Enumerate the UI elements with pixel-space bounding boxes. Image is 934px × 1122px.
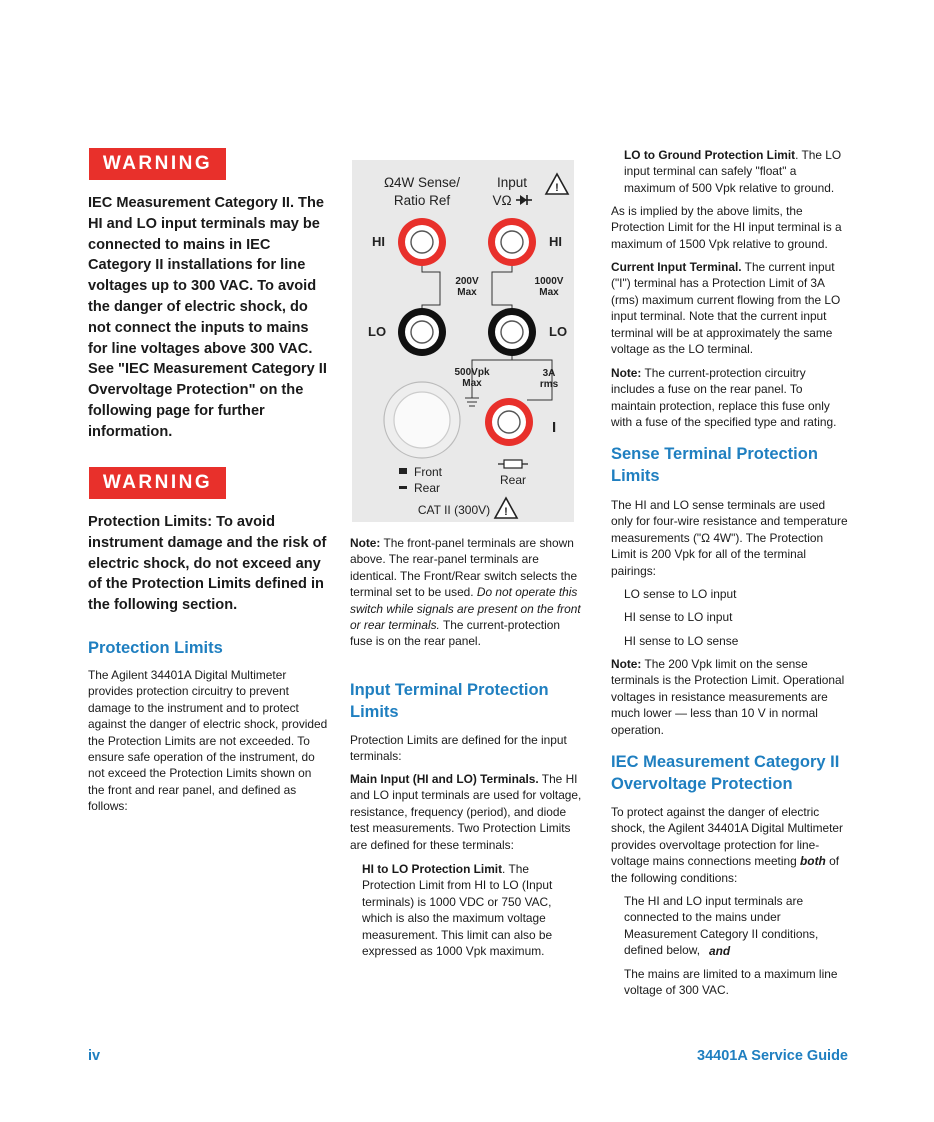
iec-heading: IEC Measurement Category II Overvoltage Protection [611,753,840,793]
front-label: Front [414,465,443,479]
input-terminal-heading: Input Terminal Protection Limits [350,681,549,721]
limit-200v: 200V [455,276,479,287]
warning-1-text: IEC Measurement Category II. The HI and LO input terminals may be connected to mains in IEC Category II installations for line voltages up to 300 VAC. To avoid the danger of electric shock, do not connect the inputs to mains for line voltages above 300 VAC. See "IEC Measurement Category II Overvoltage Protection" on the following page for further information. [88,195,327,440]
iec-paragraph: To protect against the danger of electric shock, the Agilent 34401A Digital Multimeter provides overvoltage protection for line-voltage mains connections meeting both of the following conditions: [611,805,843,885]
sense-label-line2: Ratio Ref [393,193,451,208]
rear-indicator-icon [399,486,407,489]
limit-3a: 3A [542,368,556,379]
lo-right-label: LO [549,324,568,339]
page-number: iv [88,1048,101,1064]
lo-sense-terminal [398,308,446,356]
protection-limits-paragraph: The Agilent 34401A Digital Multimeter provides protection circuitry to prevent damage to the instrument and to protect against the danger of electric shock, provided the Protection Limits are not exceeded. To ensure safe operation of the instrument, do not exceed the Protection Limits shown on the front and rear panel, and defined as follows: [88,668,328,814]
pair-hi-sense-lo-sense: HI sense to LO sense [624,634,739,648]
fuse-note-paragraph: Note: The current-protection circuitry includes a fuse on the rear panel. To maintain protection, replace this fuse only with a fuse of the specified type and rating. [611,366,837,430]
lo-left-label: LO [368,324,387,339]
hi-lo-limit-paragraph: HI to LO Protection Limit. The Protection Limit from HI to LO (Input terminals) is 1000 VDC or 750 VAC, which is also the maximum voltage measurement. This limit can also be expressed as 1000 Vpk maximum. [362,862,553,959]
hi-input-terminal [488,218,536,266]
input-label-line2: VΩ [492,193,512,208]
limit-500vpk: 500Vpk [454,367,490,378]
cat-label: CAT II (300V) [417,503,491,517]
pair-lo-sense-lo-input: LO sense to LO input [624,587,737,601]
current-input-paragraph: Current Input Terminal. The current input ("I") terminal has a Protection Limit of 3A (rms) maximum current flowing from the LO input terminal. Note that the current input terminal will be at approximately the same voltage as the LO terminal. [611,260,841,357]
svg-text:!: ! [504,506,508,518]
diagram-panel-bg [352,160,574,522]
warning-2-text: Protection Limits: To avoid instrument damage and the risk of electric shock, do not exceed any of the Protection Limits defined in the following section. [88,514,327,614]
limit-500vpk-max: Max [462,378,482,389]
input-terminal-intro: Protection Limits are defined for the input terminals: [350,733,567,764]
implied-paragraph: As is implied by the above limits, the Protection Limit for the HI input terminal is a maximum of 1500 Vpk relative to ground. [611,204,842,251]
sense-label-line1: Ω4W Sense/ [383,175,461,190]
front-rear-switch [384,382,460,458]
protection-limits-heading: Protection Limits [88,639,223,657]
rear-label: Rear [414,481,441,495]
sense-terminal-heading: Sense Terminal Protection Limits [611,445,818,485]
pair-hi-sense-lo-input: HI sense to LO input [624,610,733,624]
lo-ground-paragraph: LO to Ground Protection Limit. The LO input terminal can safely "float" a maximum of 500 Vpk relative to ground. [624,148,842,195]
warning-badge-1: WARNING [89,148,226,180]
limit-1000v: 1000V [534,276,564,287]
hi-sense-terminal [398,218,446,266]
warning-badge-2: WARNING [89,467,226,499]
rear-fuse-label: Rear [499,473,527,487]
front-panel-note: Note: The front-panel terminals are shown above. The rear-panel terminals are identical. The Front/Rear switch selects the terminal set to be used. Do not operate this switch while signals are present on the front or rear terminals. The current-protection fuse is on the rear panel. [350,536,581,649]
limit-3a-rms: rms [539,379,559,390]
condition-and: and [709,944,731,958]
limit-200v-max: Max [457,287,477,298]
lo-input-terminal [488,308,536,356]
current-input-terminal [485,398,533,446]
main-input-paragraph: Main Input (HI and LO) Terminals. The HI and LO input terminals are used for voltage, resistance, frequency (period), and diode test measurements. Two Protection Limits are defined for these terminals: [350,772,582,852]
limit-1000v-max: Max [539,287,559,298]
current-terminal-label: I [552,419,557,436]
input-label-line1: Input [496,175,528,190]
hi-left-label: HI [372,234,385,249]
condition-2: The mains are limited to a maximum line voltage of 300 VAC. [624,967,838,998]
condition-1: The HI and LO input terminals are connected to the mains under Measurement Category II conditions, defined below, [624,894,819,958]
terminal-diagram [352,160,580,522]
sense-note-paragraph: Note: The 200 Vpk limit on the sense terminals is the Protection Limit. Operational voltages in resistance measurements are much lower — less than 10 V in normal operation. [611,657,845,737]
sense-terminal-paragraph: The HI and LO sense terminals are used only for four-wire resistance and temperature measurements ("Ω 4W"). The Protection Limit is 200 Vpk for all of the terminal pairings: [611,498,848,578]
guide-title: 34401A Service Guide [697,1048,848,1064]
svg-text:!: ! [555,182,559,194]
hi-right-label: HI [549,234,562,249]
front-indicator-icon [399,468,407,474]
